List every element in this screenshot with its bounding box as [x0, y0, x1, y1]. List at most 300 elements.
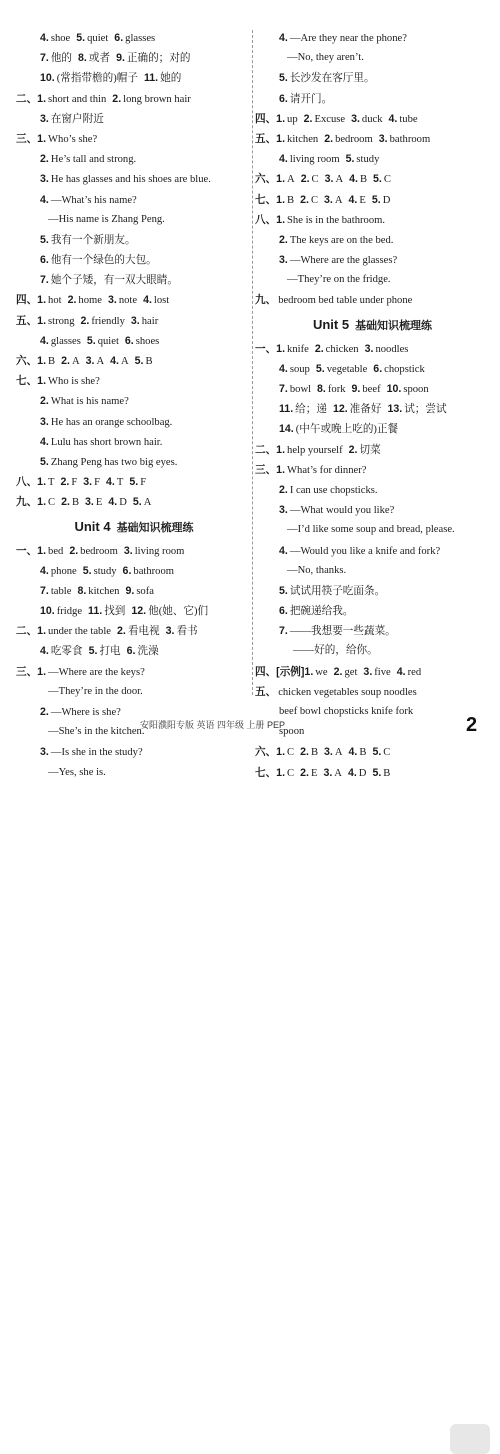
- answer-text: ——我想要一些蔬菜。: [289, 626, 396, 638]
- answer-text: help yourself: [287, 444, 343, 456]
- question-number: 5.: [40, 233, 49, 246]
- answer-line: [16, 109, 252, 129]
- answer-line: [255, 379, 490, 399]
- question-number: 7.: [40, 584, 49, 597]
- answer-text: F: [140, 477, 147, 489]
- unit-heading: [16, 513, 252, 541]
- answer-text: —Yes, she is.: [48, 766, 106, 778]
- question-number: 9.: [351, 383, 361, 395]
- question-number: 四、1.: [16, 294, 47, 307]
- answer-text: B: [383, 767, 391, 779]
- answer-line: [16, 581, 252, 601]
- unit-subtitle: 基础知识梳理练: [116, 521, 194, 534]
- answer-text: 吃零食: [50, 646, 83, 658]
- question-number: 3.: [363, 665, 373, 678]
- question-number: 4.: [348, 193, 358, 206]
- answer-text: 看书: [176, 626, 198, 638]
- answer-line: [255, 440, 490, 460]
- answer-line: [16, 641, 252, 661]
- answer-text: bedroom bed table under phone: [278, 295, 413, 307]
- answer-text: D: [382, 194, 391, 206]
- answer-line: [16, 763, 252, 783]
- answer-text: A: [335, 174, 344, 186]
- question-number: 九、1.: [16, 496, 47, 509]
- answer-text: E: [310, 767, 318, 779]
- answer-text: D: [358, 767, 367, 779]
- answer-text: 他有一个绿色的大包。: [50, 255, 157, 267]
- answer-line: [255, 250, 490, 270]
- answer-text: friendly: [91, 315, 125, 327]
- answer-text: five: [374, 666, 391, 678]
- answer-text: under the table: [48, 626, 111, 638]
- answer-line: [16, 210, 252, 230]
- question-number: 三、1.: [255, 463, 286, 476]
- question-number: 5.: [86, 334, 96, 347]
- answer-line: [255, 763, 490, 783]
- answer-line: [16, 331, 252, 351]
- question-number: 5.: [40, 455, 49, 468]
- answer-text: spoon: [403, 384, 429, 395]
- answer-line: [16, 290, 252, 310]
- answer-text: 在窗户附近: [50, 113, 104, 125]
- answer-text: B: [310, 747, 319, 759]
- question-number: 4.: [108, 496, 118, 509]
- answer-text: I can use chopsticks.: [289, 484, 378, 496]
- answer-text: 把碗递给我。: [289, 606, 354, 618]
- answer-text: Lulu has short brown hair.: [50, 436, 163, 448]
- question-number: 4.: [348, 746, 358, 759]
- question-number: 6.: [124, 334, 134, 347]
- question-number: 14.: [279, 423, 294, 436]
- answer-line: [255, 419, 490, 439]
- question-number: 2.: [324, 132, 334, 145]
- answer-text: sofa: [136, 585, 154, 597]
- answer-text: B: [48, 356, 56, 367]
- answer-line: [255, 230, 490, 250]
- answer-text: He’s tall and strong.: [50, 154, 137, 166]
- answer-text: He has glasses and his shoes are blue.: [50, 174, 211, 186]
- answer-line: [16, 28, 252, 48]
- answer-line: [255, 460, 490, 480]
- question-number: 六、1.: [16, 355, 47, 367]
- answer-text: —His name is Zhang Peng.: [48, 213, 165, 225]
- answer-text: beef bowl chopsticks knife fork: [279, 706, 414, 717]
- question-number: 五、: [255, 685, 277, 698]
- question-number: 7.: [40, 274, 49, 287]
- answer-text: What is his name?: [50, 396, 129, 408]
- question-number: 5.: [134, 355, 144, 367]
- question-number: 四、[示例]1.: [255, 665, 314, 678]
- question-number: 5.: [132, 496, 142, 509]
- question-number: 2.: [279, 483, 288, 496]
- question-number: 2.: [60, 476, 70, 489]
- question-number: 9.: [125, 584, 135, 597]
- answer-line: [16, 432, 252, 452]
- answer-text: T: [48, 477, 55, 489]
- answer-text: 或者: [88, 53, 111, 65]
- answer-text: —No, they aren’t.: [287, 52, 364, 64]
- unit-number: Unit 4: [74, 518, 111, 534]
- question-number: 4.: [347, 766, 357, 779]
- right-column: [255, 28, 490, 783]
- answer-text: He has an orange schoolbag.: [50, 416, 173, 428]
- question-number: 七、1.: [16, 375, 47, 388]
- answer-text: —Would you like a knife and fork?: [289, 545, 441, 557]
- answer-line: [255, 399, 490, 419]
- answer-text: C: [287, 747, 295, 759]
- answer-text: C: [287, 767, 295, 779]
- question-number: 六、1.: [255, 746, 286, 759]
- answer-text: duck: [361, 113, 383, 125]
- question-number: 九、: [255, 294, 277, 307]
- answer-text: shoes: [135, 335, 160, 347]
- answer-text: spoon: [279, 726, 305, 738]
- answer-text: C: [310, 194, 319, 206]
- answer-text: living room: [134, 545, 185, 557]
- question-number: 2.: [300, 766, 309, 779]
- answer-text: T: [116, 477, 124, 489]
- page-number: 2: [466, 714, 478, 736]
- question-number: 6.: [279, 605, 288, 618]
- unit-heading: [255, 311, 490, 339]
- question-number: 7.: [40, 52, 49, 65]
- answer-text: table: [50, 585, 72, 597]
- answer-line: [255, 742, 490, 762]
- answer-line: [255, 149, 490, 169]
- question-number: 3.: [85, 496, 94, 509]
- answer-line: [16, 230, 252, 250]
- answer-text: B: [359, 747, 367, 759]
- answer-text: C: [48, 497, 56, 509]
- answer-text: (常指带檐的)帽子: [56, 73, 138, 85]
- answer-line: [255, 682, 490, 702]
- question-number: 4.: [40, 564, 49, 577]
- answer-line: [255, 210, 490, 230]
- question-number: 4.: [388, 112, 398, 125]
- question-number: 10.: [40, 72, 55, 85]
- question-number: 3.: [83, 476, 93, 489]
- question-number: 5.: [129, 476, 139, 489]
- answer-text: study: [93, 565, 117, 577]
- question-number: 7.: [279, 625, 288, 638]
- answer-line: [16, 742, 252, 762]
- answer-line: [255, 190, 490, 210]
- page-footer: [0, 712, 500, 740]
- answer-text: —No, thanks.: [287, 564, 347, 576]
- answer-line: [16, 391, 252, 411]
- answer-line: [255, 89, 490, 109]
- answer-text: Excuse: [314, 113, 346, 125]
- question-number: 一、1.: [16, 544, 47, 557]
- answer-line: [16, 149, 252, 169]
- question-number: 13.: [387, 403, 403, 416]
- question-number: 2.: [300, 746, 309, 759]
- answer-text: strong: [48, 315, 75, 327]
- question-number: 八、1.: [16, 476, 47, 489]
- answer-text: A: [120, 356, 129, 367]
- answer-line: [16, 89, 252, 109]
- answer-line: [16, 541, 252, 561]
- question-number: 4.: [40, 32, 49, 44]
- answer-line: [16, 682, 252, 702]
- question-number: 2.: [314, 342, 324, 355]
- question-number: 2.: [67, 294, 77, 307]
- answer-text: C: [383, 174, 391, 186]
- question-number: 11.: [88, 605, 103, 618]
- answer-line: [16, 48, 252, 68]
- question-number: 4.: [110, 355, 119, 367]
- question-number: 2.: [40, 706, 49, 718]
- question-number: 3.: [351, 112, 360, 125]
- question-number: 4.: [40, 435, 49, 448]
- question-number: 4.: [40, 193, 49, 206]
- answer-text: beef: [362, 384, 381, 395]
- answer-text: B: [287, 194, 295, 206]
- question-number: 4.: [106, 476, 115, 489]
- answer-line: [255, 290, 490, 310]
- answer-text: tube: [399, 113, 418, 125]
- answer-text: 试；尝试: [404, 404, 447, 416]
- answer-text: fridge: [56, 606, 83, 618]
- answer-text: B: [145, 356, 153, 367]
- answer-text: bed: [48, 545, 64, 557]
- question-number: 8.: [78, 52, 87, 65]
- answer-text: bedroom: [80, 545, 118, 557]
- question-number: 2.: [80, 314, 90, 327]
- question-number: 2.: [40, 153, 49, 166]
- answer-text: 正确的；对的: [126, 53, 191, 65]
- answer-line: [255, 480, 490, 500]
- answer-text: bathroom: [133, 565, 174, 577]
- answer-text: —What’s his name?: [50, 194, 137, 206]
- question-number: 3.: [107, 294, 117, 307]
- answer-text: 长沙发在客厅里。: [289, 73, 375, 85]
- answer-text: shoe: [50, 33, 71, 44]
- question-number: 三、1.: [16, 665, 47, 678]
- question-number: 10.: [40, 605, 55, 618]
- answer-text: The keys are on the bed.: [289, 234, 394, 246]
- question-number: 八、1.: [255, 213, 286, 226]
- answer-text: A: [143, 497, 152, 509]
- answer-text: (中午或晚上吃的)正餐: [295, 424, 399, 436]
- question-number: 12.: [131, 605, 147, 618]
- answer-text: 给；递: [295, 404, 327, 416]
- answer-text: quiet: [87, 33, 109, 44]
- question-number: 4.: [40, 334, 49, 347]
- answer-text: Who is she?: [48, 376, 100, 388]
- answer-line: [16, 129, 252, 149]
- answer-text: home: [78, 295, 102, 307]
- answer-line: [255, 500, 490, 520]
- question-number: 7.: [279, 383, 288, 395]
- question-number: 5.: [315, 362, 325, 375]
- answer-text: E: [95, 497, 103, 509]
- question-number: 3.: [324, 746, 333, 759]
- question-number: 5.: [88, 645, 98, 658]
- answer-line: [16, 351, 252, 371]
- answer-text: lost: [153, 295, 170, 307]
- answer-line: [16, 371, 252, 391]
- answer-text: B: [359, 174, 368, 186]
- answer-text: C: [311, 174, 319, 186]
- answer-text: bedroom: [335, 133, 373, 145]
- question-number: 4.: [279, 32, 288, 44]
- question-number: 8.: [77, 584, 87, 597]
- question-number: 2.: [112, 92, 122, 105]
- answer-line: [16, 311, 252, 331]
- answer-text: 看电视: [127, 626, 160, 638]
- answer-text: glasses: [50, 335, 81, 347]
- left-column: [16, 28, 252, 783]
- question-number: 3.: [324, 193, 333, 206]
- question-number: 二、1.: [16, 92, 47, 105]
- answer-line: [255, 621, 490, 641]
- answer-text: 准备好: [349, 404, 382, 416]
- question-number: 3.: [130, 314, 140, 327]
- question-number: 五、1.: [16, 314, 47, 327]
- answer-text: —She’s in the kitchen.: [48, 726, 145, 738]
- answer-text: —Are they near the phone?: [289, 33, 407, 44]
- answer-line: [16, 621, 252, 641]
- answer-line: [255, 541, 490, 561]
- question-number: 5.: [372, 746, 382, 759]
- answer-line: [255, 109, 490, 129]
- question-number: 2.: [303, 112, 313, 125]
- answer-text: up: [287, 113, 298, 125]
- answer-text: —Where are the glasses?: [289, 255, 398, 267]
- answer-text: get: [344, 666, 358, 678]
- question-number: 2.: [40, 395, 49, 408]
- answer-text: A: [334, 767, 342, 779]
- question-number: 五、1.: [255, 132, 286, 145]
- answer-line: [255, 270, 490, 290]
- answer-text: 洗澡: [137, 646, 159, 658]
- question-number: 2.: [61, 355, 70, 367]
- answer-text: C: [383, 747, 391, 759]
- answer-line: [16, 190, 252, 210]
- answer-text: Who’s she?: [48, 133, 98, 145]
- watermark-badge: [450, 1424, 490, 1454]
- question-number: 3.: [279, 254, 288, 267]
- answer-line: [16, 662, 252, 682]
- answer-text: bathroom: [389, 133, 431, 145]
- answer-text: —What would you like?: [289, 505, 395, 517]
- answer-text: —Is she in the study?: [50, 747, 143, 759]
- answer-text: chopstick: [384, 363, 425, 375]
- question-number: 2.: [279, 233, 288, 246]
- answer-text: we: [315, 666, 328, 678]
- question-number: 6.: [40, 254, 49, 267]
- answer-line: [16, 601, 252, 621]
- answer-text: vegetable: [326, 363, 368, 375]
- question-number: 3.: [85, 355, 95, 367]
- question-number: 2.: [116, 625, 126, 638]
- answer-text: She is in the bathroom.: [287, 214, 386, 226]
- answer-text: —I’d like some soup and bread, please.: [287, 524, 455, 536]
- question-number: 11.: [279, 403, 294, 416]
- answer-text: A: [71, 356, 80, 367]
- question-number: 2.: [61, 496, 70, 509]
- answer-text: 打电: [99, 646, 121, 658]
- answer-line: [16, 270, 252, 290]
- question-number: 3.: [165, 625, 175, 638]
- answer-text: A: [334, 747, 343, 759]
- question-number: 二、1.: [16, 625, 47, 638]
- answer-text: quiet: [97, 335, 119, 347]
- question-number: 6.: [122, 564, 132, 577]
- question-number: 3.: [40, 746, 49, 759]
- answer-text: bowl: [289, 384, 312, 395]
- answer-line: [255, 68, 490, 88]
- question-number: 4.: [279, 153, 288, 166]
- question-number: 二、1.: [255, 443, 286, 456]
- answer-text: chicken vegetables soup noodles: [278, 686, 417, 698]
- answer-line: [255, 581, 490, 601]
- question-number: 七、1.: [255, 193, 286, 206]
- answer-text: —They’re on the fridge.: [287, 274, 391, 286]
- question-number: 6.: [373, 362, 383, 375]
- answer-text: short and thin: [48, 93, 107, 105]
- answer-text: D: [119, 497, 127, 509]
- answer-text: 他的: [50, 53, 73, 65]
- answer-line: [255, 129, 490, 149]
- answer-line: [255, 359, 490, 379]
- question-number: 8.: [317, 383, 326, 395]
- question-number: 3.: [40, 415, 49, 428]
- answer-text: 找到: [104, 606, 126, 618]
- answer-text: 他(她、它)们: [148, 606, 209, 618]
- answer-line: [255, 28, 490, 48]
- answer-line: [16, 452, 252, 472]
- answer-text: 我有一个新朋友。: [50, 234, 136, 246]
- question-number: 9.: [116, 52, 125, 65]
- question-number: 4.: [396, 665, 406, 678]
- answer-text: F: [71, 477, 78, 489]
- answer-text: A: [334, 194, 343, 206]
- question-number: 5.: [279, 584, 288, 597]
- answer-line: [16, 250, 252, 270]
- unit-subtitle: 基础知识梳理练: [355, 319, 433, 332]
- question-number: 5.: [371, 193, 381, 206]
- question-number: 3.: [364, 342, 374, 355]
- answer-text: B: [71, 497, 80, 509]
- answer-text: 她个子矮，有一双大眼睛。: [50, 275, 178, 287]
- answer-text: phone: [50, 565, 77, 577]
- answer-text: noodles: [375, 343, 409, 355]
- answer-text: chicken: [325, 343, 359, 355]
- question-number: 四、1.: [255, 112, 286, 125]
- question-number: 六、1.: [255, 173, 286, 186]
- question-number: 3.: [123, 544, 133, 557]
- question-number: 3.: [279, 504, 288, 517]
- answer-text: kitchen: [88, 585, 120, 597]
- answer-text: knife: [287, 343, 309, 355]
- answer-text: F: [94, 477, 101, 489]
- answer-text: soup: [289, 363, 310, 375]
- column-divider: [252, 30, 253, 695]
- question-number: 12.: [332, 403, 348, 416]
- answer-text: ——好的，给你。: [293, 645, 378, 657]
- question-number: 2.: [300, 193, 309, 206]
- answer-line: [16, 561, 252, 581]
- answer-line: [255, 520, 490, 540]
- question-number: 一、1.: [255, 342, 286, 355]
- answer-text: 切菜: [359, 444, 381, 456]
- question-number: 6.: [279, 92, 288, 105]
- answer-text: hair: [141, 315, 159, 327]
- answer-text: 请开门。: [289, 93, 333, 105]
- answer-line: [16, 412, 252, 432]
